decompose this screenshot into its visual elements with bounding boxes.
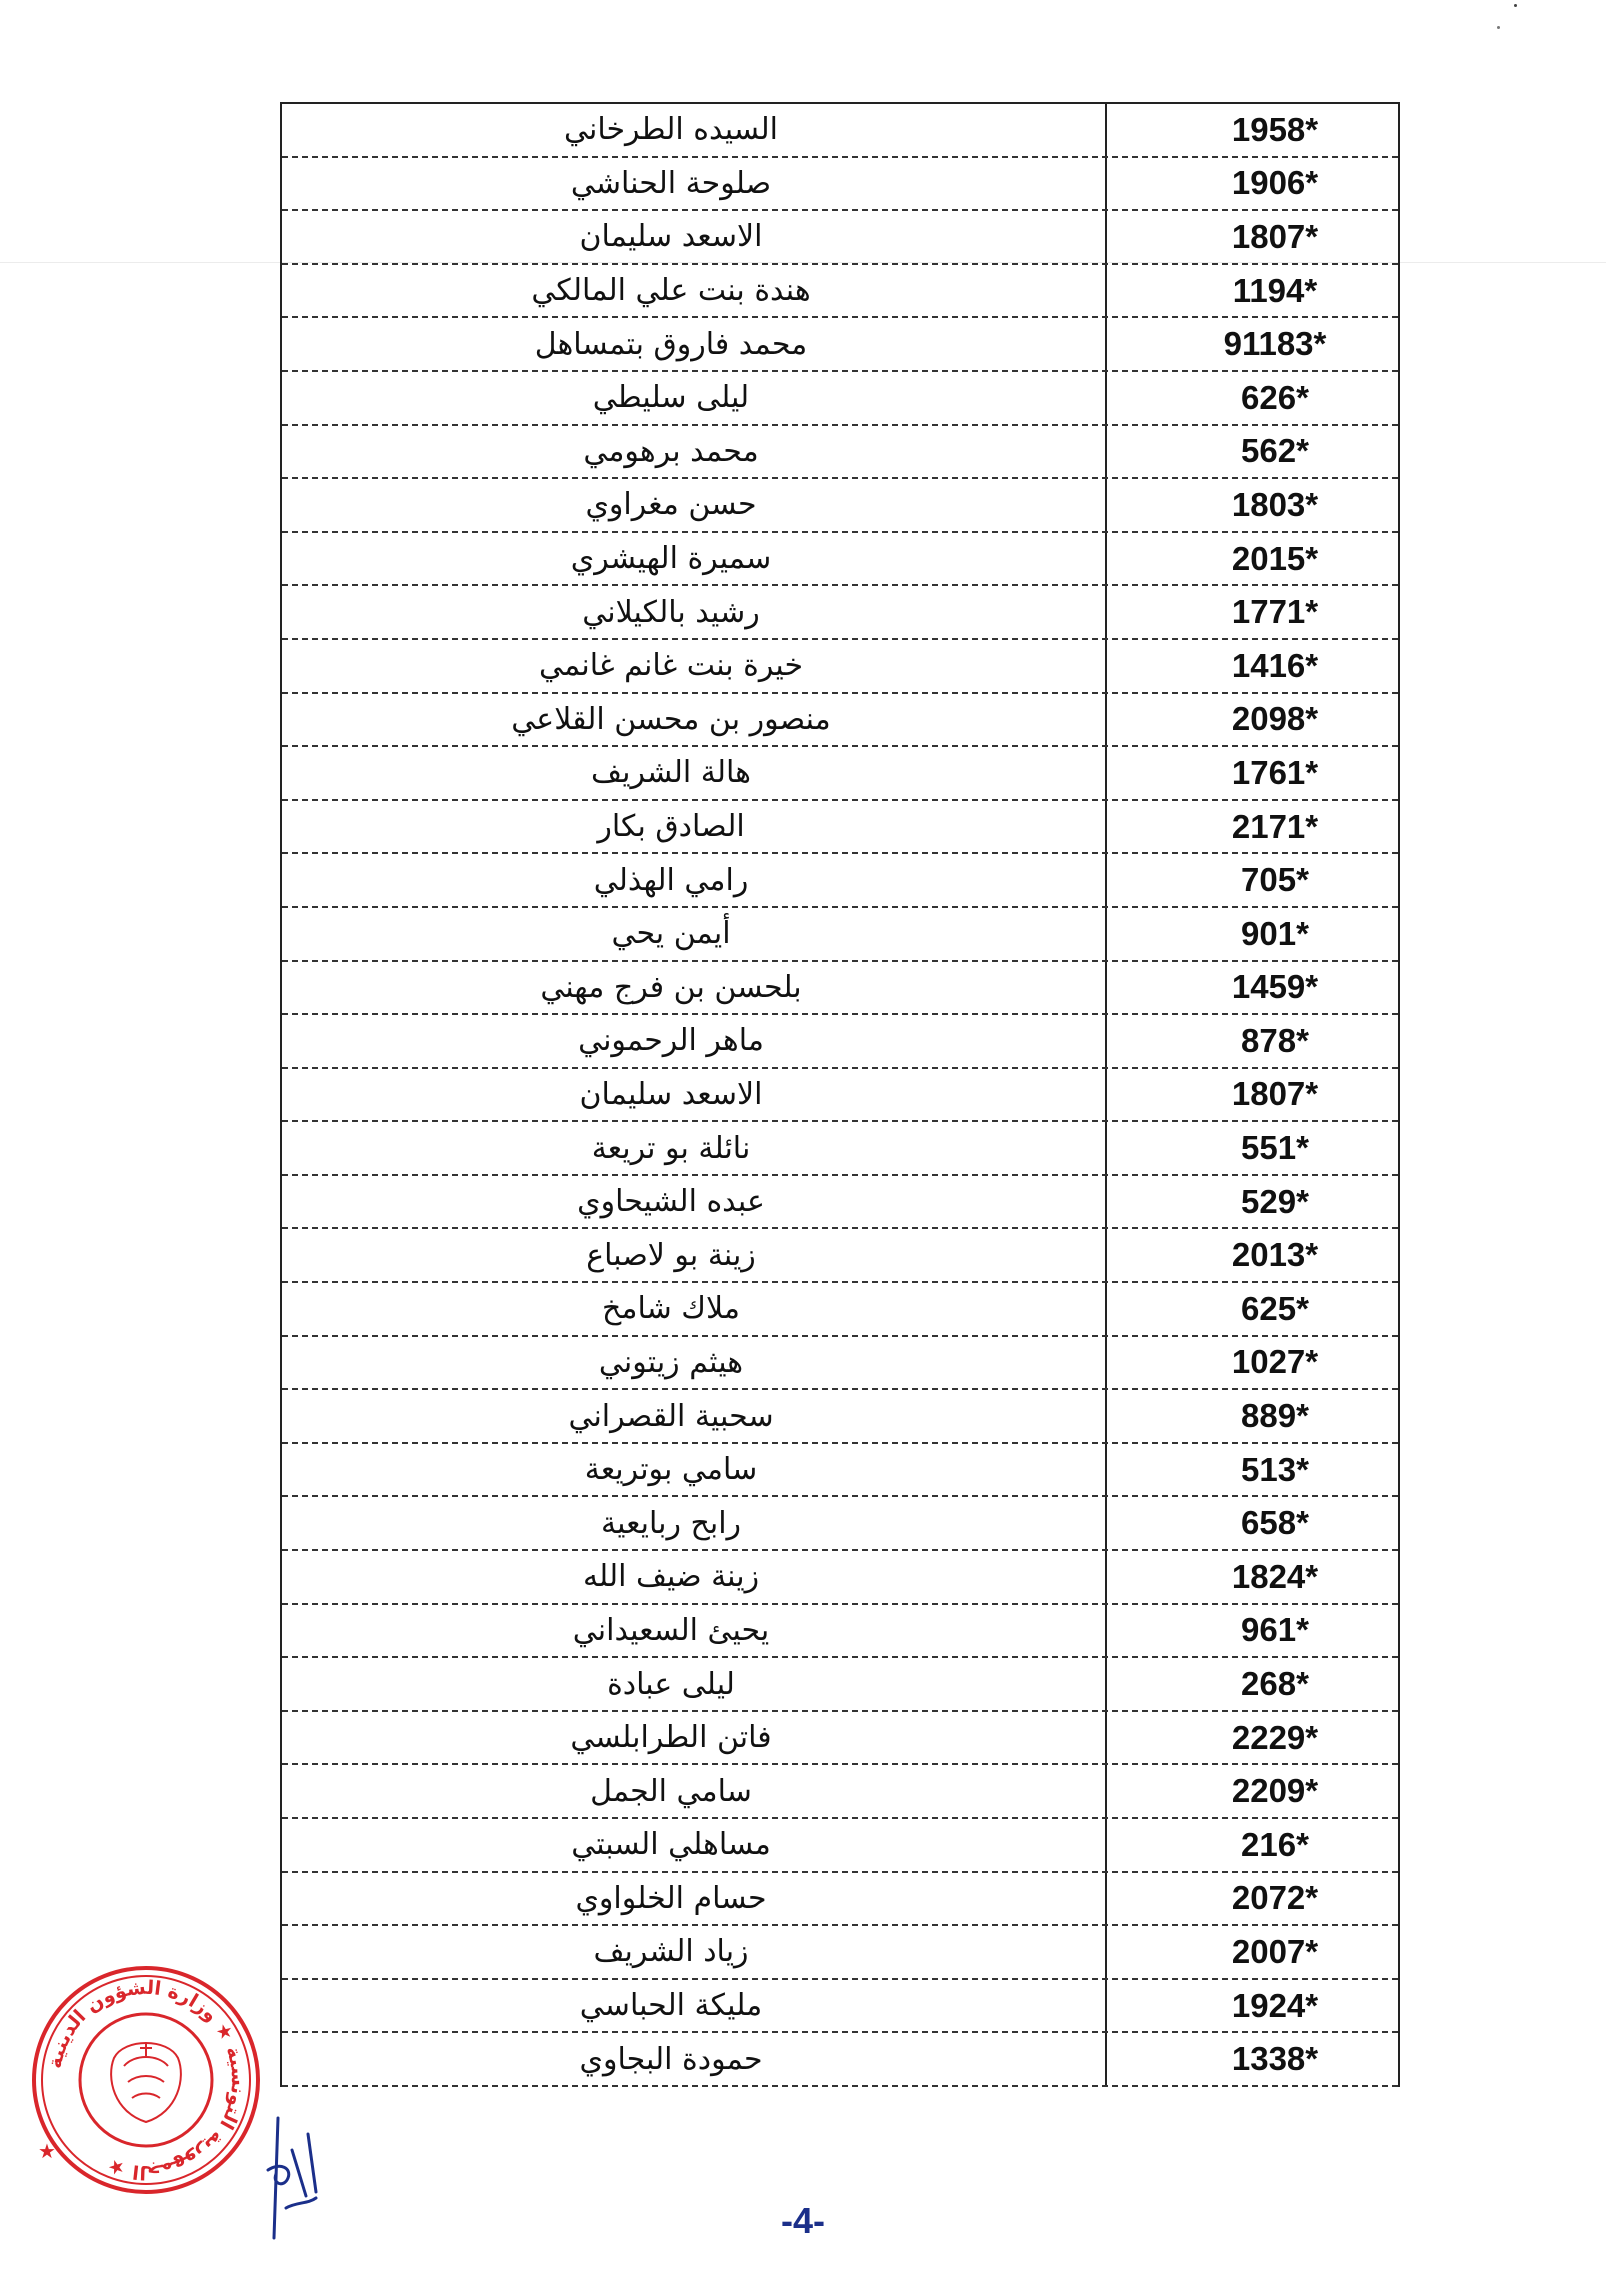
registration-number-cell: 1027*: [1231, 1343, 1319, 1381]
table-row: [282, 426, 1398, 480]
registration-number-cell: 268*: [1241, 1665, 1309, 1703]
table-row: [282, 1765, 1398, 1819]
table-row: [282, 1337, 1398, 1391]
registration-number-cell: 1194*: [1232, 271, 1318, 309]
table-row: [282, 1980, 1398, 2034]
registration-number-cell: 2007*: [1231, 1932, 1319, 1970]
registration-number-cell: 1807*: [1231, 217, 1319, 255]
scan-speck: [1514, 4, 1517, 7]
registration-number-cell: 2209*: [1231, 1772, 1319, 1810]
person-name-cell: رامي الهذلي: [237, 854, 1107, 906]
registration-number-cell: 216*: [1241, 1825, 1309, 1863]
table-row: [282, 211, 1398, 265]
registration-number-cell: 658*: [1241, 1504, 1309, 1542]
registration-number-cell: 1807*: [1231, 1075, 1319, 1113]
registration-number-cell: 1803*: [1231, 485, 1319, 523]
table-row: [282, 158, 1398, 212]
table-row: [282, 1176, 1398, 1230]
person-name-cell: بلحسن بن فرج مهني: [237, 962, 1107, 1014]
registration-number-cell: 878*: [1241, 1021, 1309, 1059]
person-name-cell: الصادق بكار: [237, 801, 1107, 853]
person-name-cell: زينة بو لاصباع: [237, 1229, 1107, 1281]
registration-number-cell: 626*: [1241, 378, 1309, 416]
table-row: [282, 1658, 1398, 1712]
registration-number-cell: 91183*: [1223, 325, 1327, 363]
person-name-cell: صلوحة الحناشي: [237, 158, 1107, 210]
table-row: [282, 1819, 1398, 1873]
registration-number-cell: 1924*: [1231, 1986, 1319, 2024]
table-row: [282, 1390, 1398, 1444]
person-name-cell: أيمن يحي: [237, 908, 1107, 960]
registration-number-cell: 529*: [1241, 1182, 1309, 1220]
table-row: [282, 801, 1398, 855]
person-name-cell: سامي الجمل: [237, 1765, 1107, 1817]
person-name-cell: ماهر الرحموني: [237, 1015, 1107, 1067]
table-row: [282, 747, 1398, 801]
registration-number-cell: 961*: [1241, 1611, 1309, 1649]
registration-number-cell: 513*: [1241, 1450, 1309, 1488]
table-row: [282, 1605, 1398, 1659]
table-row: [282, 640, 1398, 694]
person-name-cell: منصور بن محسن القلاعي: [237, 694, 1107, 746]
person-name-cell: خيرة بنت غانم غانمي: [237, 640, 1107, 692]
table-row: [282, 854, 1398, 908]
registration-number-cell: 1338*: [1231, 2040, 1319, 2078]
registration-number-cell: 551*: [1241, 1129, 1309, 1167]
table-row: [282, 1444, 1398, 1498]
svg-text:الجمهورية التونسية ★ وزارة الش: الجمهورية التونسية ★ وزارة الشؤون الدينية ★: [43, 1976, 250, 2184]
table-row: [282, 1712, 1398, 1766]
page-number: -4-: [781, 2200, 825, 2241]
table-row: [282, 586, 1398, 640]
names-table: [280, 102, 1400, 2087]
table-row: [282, 1122, 1398, 1176]
table-row: [282, 694, 1398, 748]
registration-number-cell: 562*: [1241, 432, 1309, 470]
table-row: [282, 1229, 1398, 1283]
registration-number-cell: 1761*: [1231, 753, 1319, 791]
table-row: [282, 318, 1398, 372]
person-name-cell: مليكة الحباسي: [237, 1980, 1107, 2032]
person-name-cell: سحبية القصراني: [237, 1390, 1107, 1442]
table-row: [282, 1497, 1398, 1551]
svg-text:★: ★: [38, 2139, 56, 2163]
table-row: [282, 2033, 1398, 2087]
table-row: [282, 962, 1398, 1016]
registration-number-cell: 1771*: [1231, 593, 1319, 631]
person-name-cell: السيده الطرخاني: [237, 104, 1107, 156]
person-name-cell: ليلى سليطي: [237, 372, 1107, 424]
person-name-cell: فاتن الطرابلسي: [237, 1712, 1107, 1764]
person-name-cell: سميرة الهيشري: [237, 533, 1107, 585]
person-name-cell: زياد الشريف: [237, 1926, 1107, 1978]
person-name-cell: هالة الشريف: [237, 747, 1107, 799]
table-row: [282, 908, 1398, 962]
person-name-cell: ملاك شامخ: [237, 1283, 1107, 1335]
official-seal-stamp: [28, 1962, 264, 2198]
table-row: [282, 1926, 1398, 1980]
scan-speck: [1497, 26, 1500, 29]
person-name-cell: ليلى عبادة: [237, 1658, 1107, 1710]
person-name-cell: حمودة البجاوي: [237, 2033, 1107, 2085]
person-name-cell: عبده الشيحاوي: [237, 1176, 1107, 1228]
registration-number-cell: 2013*: [1231, 1236, 1319, 1274]
table-row: [282, 479, 1398, 533]
registration-number-cell: 1824*: [1231, 1557, 1319, 1595]
registration-number-cell: 889*: [1241, 1397, 1309, 1435]
person-name-cell: يحيئ السعيداني: [237, 1605, 1107, 1657]
person-name-cell: مساهلي السبتي: [237, 1819, 1107, 1871]
person-name-cell: هندة بنت علي المالكي: [237, 265, 1107, 317]
person-name-cell: سامي بوتريعة: [237, 1444, 1107, 1496]
table-row: [282, 1015, 1398, 1069]
registration-number-cell: 625*: [1241, 1289, 1309, 1327]
table-row: [282, 1873, 1398, 1927]
table-row: [282, 533, 1398, 587]
person-name-cell: الاسعد سليمان: [237, 1069, 1107, 1121]
table-row: [282, 1069, 1398, 1123]
registration-number-cell: 1459*: [1231, 968, 1319, 1006]
person-name-cell: حسام الخلواوي: [237, 1873, 1107, 1925]
registration-number-cell: 1906*: [1231, 164, 1319, 202]
table-row: [282, 1283, 1398, 1337]
person-name-cell: الاسعد سليمان: [237, 211, 1107, 263]
person-name-cell: هيثم زيتوني: [237, 1337, 1107, 1389]
registration-number-cell: 2171*: [1231, 807, 1319, 845]
person-name-cell: نائلة بو تريعة: [237, 1122, 1107, 1174]
person-name-cell: رشيد بالكيلاني: [237, 586, 1107, 638]
person-name-cell: حسن مغراوي: [237, 479, 1107, 531]
registration-number-cell: 1958*: [1231, 110, 1319, 148]
person-name-cell: رابح ربايعية: [237, 1497, 1107, 1549]
table-row: [282, 104, 1398, 158]
registration-number-cell: 901*: [1241, 914, 1309, 952]
table-row: [282, 372, 1398, 426]
registration-number-cell: 705*: [1241, 861, 1309, 899]
person-name-cell: زينة ضيف الله: [237, 1551, 1107, 1603]
person-name-cell: محمد فاروق بتمساهل: [237, 318, 1107, 370]
table-row: [282, 1551, 1398, 1605]
registration-number-cell: 2072*: [1231, 1879, 1319, 1917]
table-row: [282, 265, 1398, 319]
registration-number-cell: 1416*: [1231, 646, 1319, 684]
registration-number-cell: 2229*: [1231, 1718, 1319, 1756]
registration-number-cell: 2015*: [1231, 539, 1319, 577]
person-name-cell: محمد برهومي: [237, 426, 1107, 478]
handwritten-signature: [262, 2112, 332, 2242]
registration-number-cell: 2098*: [1231, 700, 1319, 738]
